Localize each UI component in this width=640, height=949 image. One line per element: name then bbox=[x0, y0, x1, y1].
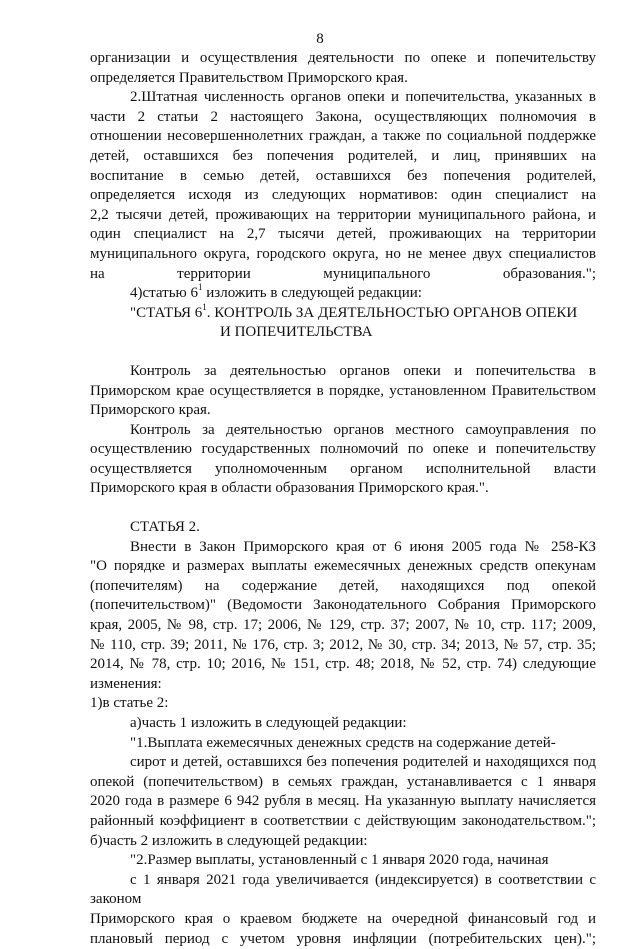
spacer bbox=[90, 343, 596, 362]
text-line: Приморском крае осуществляется в порядке, установленном Правительством bbox=[90, 382, 596, 399]
text-line: организации и осуществления деятельности по опеке и попечительству bbox=[90, 50, 596, 66]
text-line: с 1 января 2021 года увеличивается (индексируется) в соответствии с законом bbox=[90, 871, 596, 908]
text-line: б)часть 2 изложить в следующей редакции: bbox=[90, 832, 368, 849]
article-heading-continuation: И ПОПЕЧИТЕЛЬСТВА bbox=[220, 324, 373, 341]
text-line: детей, оставшихся без попечения родителей, и лиц, принявших на bbox=[90, 147, 596, 164]
document-body bbox=[90, 49, 596, 949]
text-line bbox=[90, 284, 596, 304]
text-fragment: изложить в следующей редакции: bbox=[202, 285, 422, 302]
text-line: Контроль за деятельностью органов опеки и попечительства в bbox=[130, 362, 596, 379]
text-line: (попечительством)" (Ведомости Законодательного Собрания Приморского bbox=[90, 597, 596, 614]
text-line: Контроль за деятельностью органов местного самоуправления по bbox=[130, 421, 596, 438]
text-line: определяется Правительством Приморского края. bbox=[90, 69, 408, 86]
text-line: один специалист на 2,7 тысячи детей, проживающих на территории bbox=[90, 226, 596, 243]
text-line: Приморского края в области образования Приморского края.". bbox=[90, 480, 489, 497]
article-heading bbox=[90, 301, 596, 324]
text-line: на территории муниципального образования."; bbox=[90, 265, 596, 282]
text-line: 1)в статье 2: bbox=[90, 695, 169, 712]
text-line: районный коэффициент в соответствии с действующим законодательством."; bbox=[90, 812, 596, 829]
article-heading: СТАТЬЯ 2. bbox=[130, 519, 200, 536]
text-line: определяется исходя из следующих нормативов: один специалист на bbox=[90, 187, 596, 204]
text-line: плановый период с учетом уровня инфляции (потребительских цен)."; bbox=[90, 930, 596, 947]
text-line: 2.Штатная численность органов опеки и попечительства, указанных в bbox=[130, 89, 596, 106]
page-number: 8 bbox=[316, 31, 324, 47]
text-line: осуществляется уполномоченным органом исполнительной власти bbox=[90, 460, 596, 477]
text-fragment: . КОНТРОЛЬ ЗА ДЕЯТЕЛЬНОСТЬЮ ОРГАНОВ ОПЕКИ bbox=[206, 304, 578, 321]
text-line: части 2 статьи 2 настоящего Закона, осуществляющих полномочия в bbox=[90, 108, 596, 125]
text-line: изменения: bbox=[90, 675, 162, 692]
text-fragment: 4)статью 6 bbox=[130, 285, 199, 302]
superscript: 1 bbox=[202, 301, 207, 312]
text-line: Приморского края. bbox=[90, 402, 211, 419]
text-line: (попечителям) на содержание детей, находящихся под опекой bbox=[90, 577, 596, 594]
text-line: опекой (попечительством) в семьях граждан, устанавливается с 1 января bbox=[90, 773, 596, 790]
text-fragment: "СТАТЬЯ 6 bbox=[130, 304, 203, 321]
spacer bbox=[90, 499, 596, 518]
text-line: "О порядке и размерах выплаты ежемесячных денежных средств опекунам bbox=[90, 558, 596, 575]
text-line: осуществлению государственных полномочий по опеке и попечительству bbox=[90, 441, 596, 458]
text-line: Внести в Закон Приморского края от 6 июня 2005 года № 258-КЗ bbox=[130, 538, 596, 555]
text-line: 2020 года в размере 6 942 рубля в месяц. На указанную выплату начисляется bbox=[90, 793, 596, 810]
superscript: 1 bbox=[198, 282, 203, 293]
text-line: отношении несовершеннолетних граждан, а также по социальной поддержке bbox=[90, 128, 596, 145]
text-line: края, 2005, № 98, стр. 17; 2006, № 129, стр. 37; 2007, № 10, стр. 117; 2009, bbox=[90, 617, 596, 634]
text-line: Приморского края о краевом бюджете на очередной финансовый год и bbox=[90, 910, 596, 927]
text-line: № 110, стр. 39; 2011, № 176, стр. 3; 2012, № 30, стр. 34; 2013, № 57, стр. 35; bbox=[90, 636, 596, 653]
text-line: "2.Размер выплаты, установленный с 1 января 2020 года, начиная bbox=[130, 852, 549, 869]
text-line: 2014, № 78, стр. 10; 2016, № 151, стр. 48; 2018, № 52, стр. 74) следующие bbox=[90, 656, 596, 673]
text-line: муниципального округа, городского округа, но не менее двух специалистов bbox=[90, 245, 596, 262]
text-line: сирот и детей, оставшихся без попечения родителей и находящихся под bbox=[130, 754, 596, 771]
text-line: воспитание в семью детей, оставшихся без попечения родителей, bbox=[90, 167, 596, 184]
text-line: 2,2 тысячи детей, проживающих на территории муниципального района, и bbox=[90, 206, 596, 223]
text-line: а)часть 1 изложить в следующей редакции: bbox=[130, 715, 407, 731]
text-line: "1.Выплата ежемесячных денежных средств на содержание детей- bbox=[130, 734, 556, 751]
